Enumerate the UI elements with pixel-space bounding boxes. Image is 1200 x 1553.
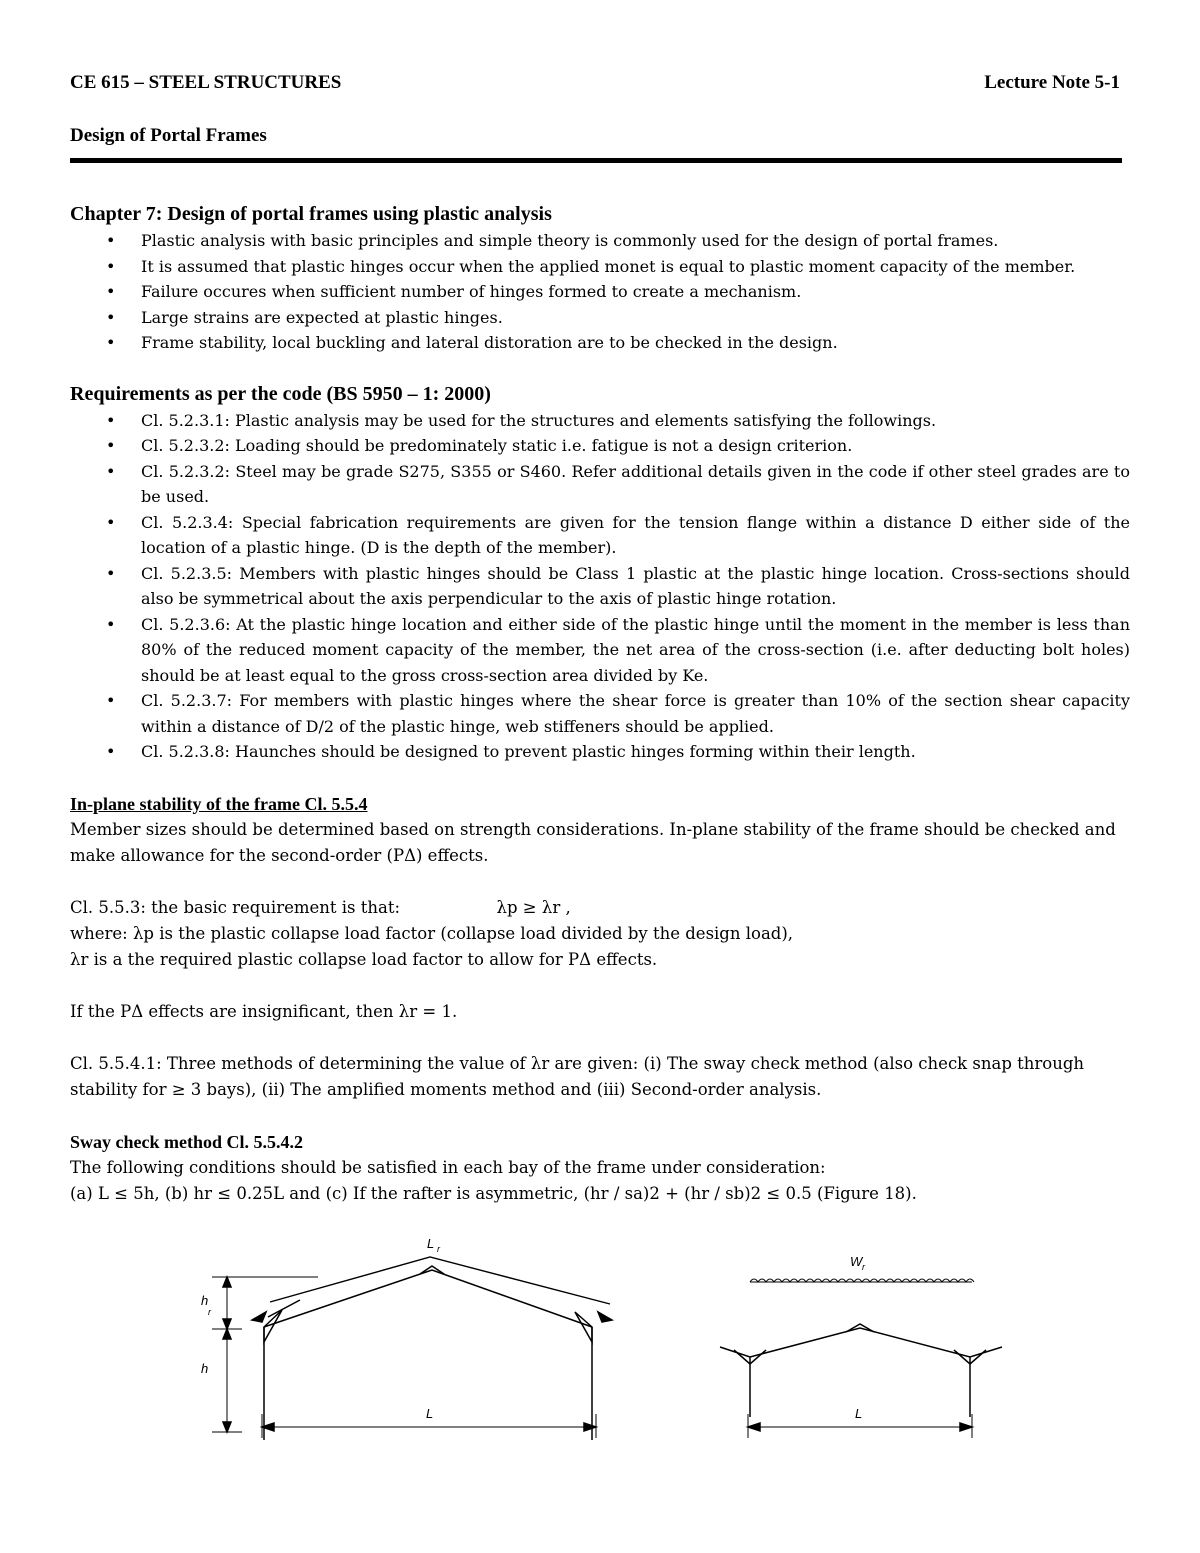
- list-item: • Cl. 5.2.3.2: Loading should be predominately static i.e. fatigue is not a design criterion.: [70, 433, 1130, 459]
- figure-18: [0, 1222, 1200, 1452]
- list-item: • Cl. 5.2.3.7: For members with plastic hinges where the shear force is greater than 10% of the section shear capacity within a distance of D/2 of the plastic hinge, web stiffeners should be applied.: [70, 688, 1130, 739]
- basic-requirement-formula: λp ≥ λr ,: [496, 897, 571, 917]
- list-item: • Cl. 5.2.3.6: At the plastic hinge location and either side of the plastic hinge until the moment in the member is less than 80% of the reduced moment capacity of the member, the net area of the cross-section (i.e. after deducting bolt holes) should be at least equal to the gross cross-section area divided by Ke.: [70, 612, 1130, 689]
- list-item: • Cl. 5.2.3.5: Members with plastic hinges should be Class 1 plastic at the plastic hinge location. Cross-sections should also be symmetrical about the axis perpendicular to the axis of plastic hinge rotation.: [70, 561, 1130, 612]
- basic-requirement: [70, 895, 1130, 921]
- list-item: • Plastic analysis with basic principles and simple theory is commonly used for the design of portal frames.: [70, 228, 1130, 254]
- label-Wr-sub: r: [862, 1262, 865, 1272]
- list-item: • Cl. 5.2.3.8: Haunches should be designed to prevent plastic hinges forming within their length.: [70, 739, 1130, 765]
- header-line: [70, 72, 1120, 94]
- where-lambda-r: λr is a the required plastic collapse load factor to allow for PΔ effects.: [70, 949, 658, 969]
- basic-requirement-lead: Cl. 5.5.3: the basic requirement is that:: [70, 897, 401, 917]
- list-item: • Cl. 5.2.3.4: Special fabrication requirements are given for the tension flange within a distance D either side of the location of a plastic hinge. (D is the depth of the member).: [70, 510, 1130, 561]
- content: [70, 200, 1130, 1207]
- distributed-load: [750, 1279, 974, 1282]
- inplane-heading: In-plane stability of the frame Cl. 5.5.4: [70, 793, 368, 814]
- list-item: • Cl. 5.2.3.2: Steel may be grade S275, S355 or S460. Refer additional details given in the code if other steel grades are to be used.: [70, 459, 1130, 510]
- list-item: • Large strains are expected at plastic hinges.: [70, 305, 1130, 331]
- label-hr-sub: r: [208, 1307, 211, 1317]
- where-lambda-p: where: λp is the plastic collapse load factor (collapse load divided by the design load),: [70, 923, 794, 943]
- list-item: • Failure occures when sufficient number of hinges formed to create a mechanism.: [70, 279, 1130, 305]
- page-subtitle: Design of Portal Frames: [70, 125, 267, 146]
- chapter7-list: [70, 228, 1130, 356]
- left-dimension-lines: [212, 1277, 596, 1438]
- label-Lr-sub: r: [437, 1244, 440, 1254]
- methods-paragraph: Cl. 5.5.4.1: Three methods of determining the value of λr are given: (i) The sway check method (also check snap through stability for ≥ 3 bays), (ii) The amplified moments method and (iii) Second-order analysis.: [70, 1053, 1085, 1099]
- header-rule: [70, 158, 1122, 163]
- chapter7-heading: Chapter 7: Design of portal frames using plastic analysis: [70, 203, 552, 225]
- label-h: h: [201, 1361, 209, 1376]
- list-item: • Cl. 5.2.3.1: Plastic analysis may be used for the structures and elements satisfying the followings.: [70, 408, 1130, 434]
- sway-conditions: (a) L ≤ 5h, (b) hr ≤ 0.25L and (c) If the rafter is asymmetric, (hr / sa)2 + (hr / sb)2 ≤ 0.5 (Figure 18).: [70, 1183, 917, 1203]
- label-L-left: L: [426, 1406, 434, 1421]
- list-item: • It is assumed that plastic hinges occur when the applied monet is equal to plastic moment capacity of the member.: [70, 254, 1130, 280]
- inplane-paragraph: Member sizes should be determined based on strength considerations. In-plane stability of the frame should be checked and make allowance for the second-order (PΔ) effects.: [70, 819, 1116, 865]
- label-L-right: L: [855, 1406, 863, 1421]
- list-item: • Frame stability, local buckling and lateral distoration are to be checked in the design.: [70, 330, 1130, 356]
- lecture-note-label: Lecture Note 5-1: [984, 72, 1120, 93]
- requirements-list: [70, 408, 1130, 765]
- label-Lr: L: [427, 1236, 435, 1251]
- label-Wr: W: [850, 1254, 863, 1269]
- sway-heading: Sway check method Cl. 5.5.4.2: [70, 1131, 303, 1152]
- right-portal-frame: [720, 1324, 1002, 1417]
- sway-line-1: The following conditions should be satisfied in each bay of the frame under consideration:: [70, 1157, 826, 1177]
- requirements-heading: Requirements as per the code (BS 5950 – 1: 2000): [70, 382, 491, 405]
- insignificant-statement: If the PΔ effects are insignificant, then λr = 1.: [70, 1001, 458, 1021]
- label-hr: h: [201, 1293, 209, 1308]
- course-title: CE 615 – STEEL STRUCTURES: [70, 72, 342, 93]
